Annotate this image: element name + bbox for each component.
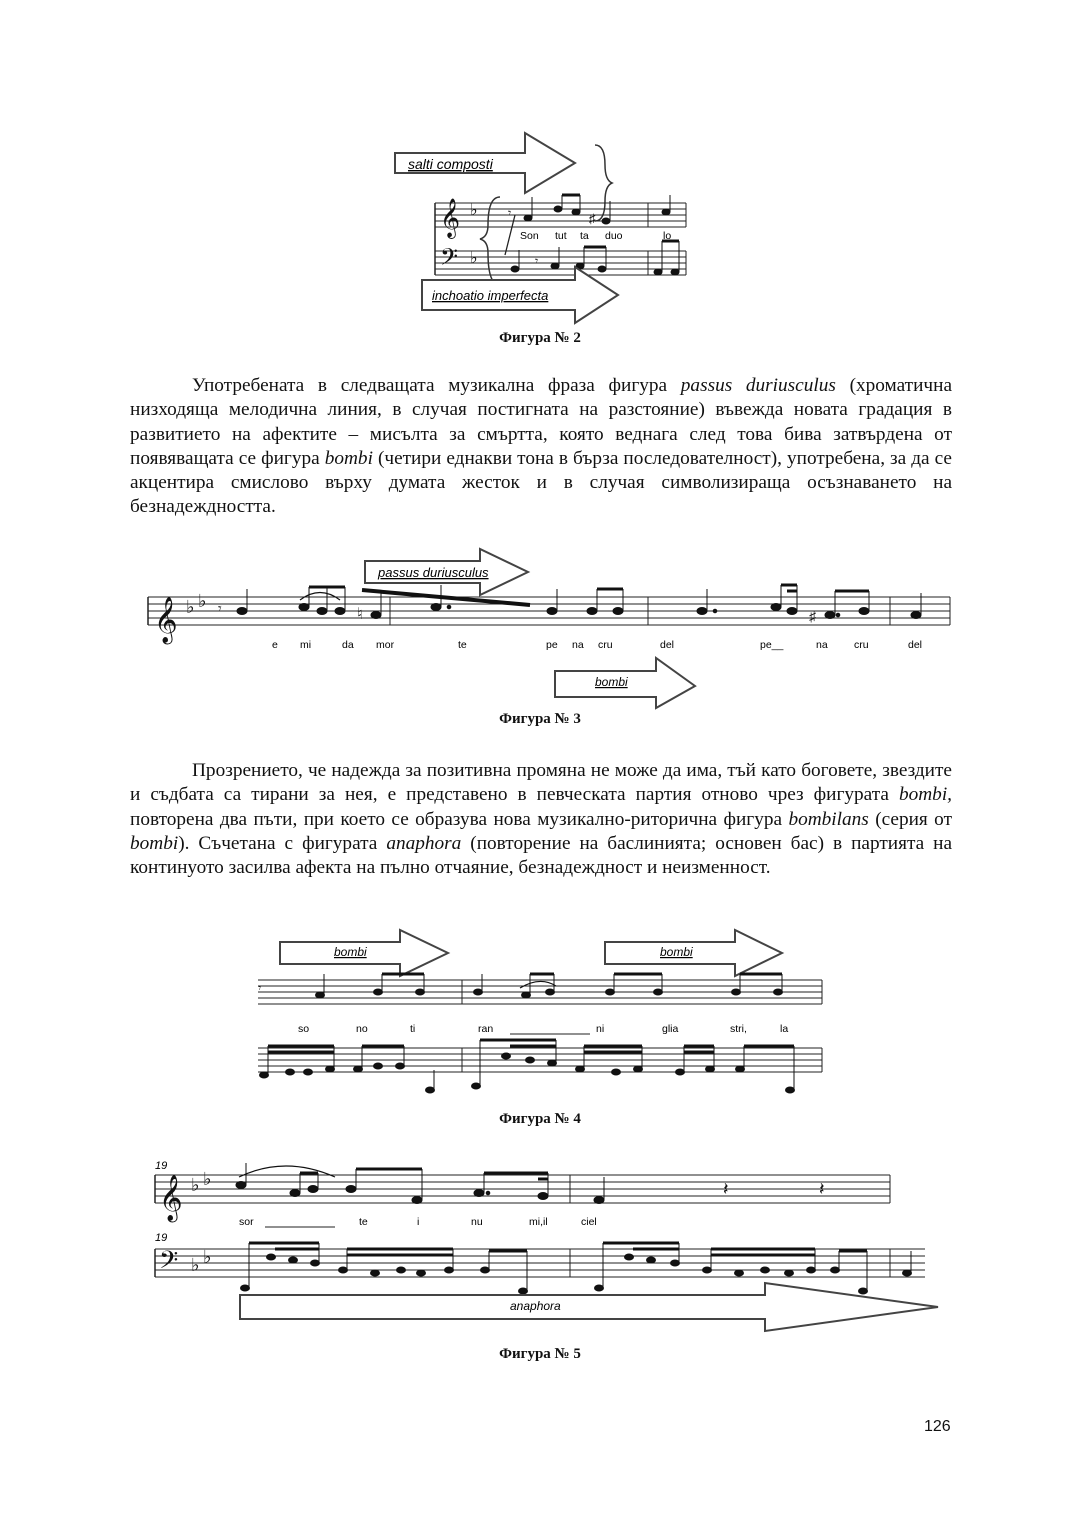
fig3-lyric: cru [598,639,613,651]
fig3-lyric: del [660,639,675,651]
svg-text:♯: ♯ [809,608,816,624]
svg-text:𝄽: 𝄽 [723,1179,729,1199]
svg-text:𝄽: 𝄽 [819,1179,825,1199]
svg-text:♭: ♭ [191,1255,200,1275]
fig4-lyric: so [298,1023,310,1035]
fig2-lyric: duo [605,230,623,242]
svg-text:♭: ♭ [470,250,478,267]
figure-2-score [380,125,710,330]
figure-4-score [250,928,830,1098]
fig3-lyric: cru [854,639,869,651]
svg-text:𝄞: 𝄞 [159,1176,183,1220]
fig5-lyric: sor [239,1216,254,1228]
fig2-lyric: tut [555,230,567,242]
fig4-lyric: glia [662,1023,679,1035]
fig5-measure-number: 19 [155,1160,168,1172]
figure-3-caption: Фигура № 3 [499,711,581,727]
fig4-lyric: stri, [730,1023,747,1035]
fig4-lyric: ti [410,1023,416,1035]
fig3-lyric: mor [376,639,395,651]
fig5-lyric: te [359,1216,368,1228]
fig2-lyric: lo [663,230,672,242]
arrow-anaphora-label: anaphora [510,1299,561,1313]
arrow-inchoatio-imperfecta-label: inchoatio imperfecta [432,288,549,303]
figure-2-caption: Фигура № 2 [499,330,581,346]
figure-5-caption: Фигура № 5 [499,1346,581,1362]
svg-text:𝄢: 𝄢 [159,1247,179,1280]
svg-text:𝄞: 𝄞 [440,199,461,237]
fig3-lyric: mi [300,639,312,651]
svg-text:𝄾: 𝄾 [258,981,262,995]
fig3-lyric: na [572,639,584,651]
fig4-lyric: no [356,1023,368,1035]
fig2-lyric: ta [580,230,589,242]
svg-text:♮: ♮ [357,606,363,623]
svg-text:♭: ♭ [186,597,195,617]
svg-text:♭: ♭ [198,591,207,611]
figure-4-caption: Фигура № 4 [499,1111,581,1127]
fig5-lyric: ciel [581,1216,597,1228]
fig5-measure-number-bass: 19 [155,1232,168,1244]
svg-text:𝄾: 𝄾 [218,600,222,616]
fig3-lyric: del [908,639,923,651]
fig3-lyric: na [816,639,828,651]
svg-text:♭: ♭ [203,1247,212,1267]
fig3-lyric: te [458,639,467,651]
svg-text:𝄾: 𝄾 [535,254,539,268]
fig3-lyric: pe [546,639,558,651]
svg-text:♭: ♭ [203,1169,212,1189]
paragraph-1: Употребената в следващата музикална фраза фигура passus duriusculus (хроматична низходяща мелодична линия, в случая постигната на разстояние) въвежда новата градация в развитието на афектите – мисълта за смъртта, която веднага след това бива затвърдена от появяващата се фигура bombi (четири еднакви тона в бърза последователност), употребена, за да се акцентира смислово върху думата жесток и в случая символизираща осъзнаването на безнадеждността. [130,375,952,518]
arrow-bombi-right [605,930,782,976]
svg-text:𝄾: 𝄾 [508,206,512,220]
fig3-lyric: pe__ [760,639,784,651]
fig4-lyric: la [780,1023,789,1035]
svg-text:♭: ♭ [470,202,478,219]
fig5-lyric: nu [471,1216,483,1228]
fig3-lyric: e [272,639,278,651]
fig5-lyric: mi,il [529,1216,548,1228]
fig4-lyric: ni [596,1023,605,1035]
paragraph-2: Прозрението, че надежда за позитивна промяна не може да има, тъй като боговете, звездите и съдбата са тирани за нея, е представено в певческата партия отново чрез фигурата bombi, повторена два пъти, при което се образува нова музикално-риторична фигура bombilans (серия от bombi). Съчетана с фигурата anaphora (повторение на баслинията; основен бас) в партията на континуото засилва афекта на пълно отчаяние, безнадеждност и неизменност. [130,760,952,879]
page-number: 126 [924,1418,951,1435]
figure-5-score [145,1155,945,1335]
fig3-lyric: da [342,639,354,651]
figure-3-score [140,545,960,710]
svg-text:♯: ♯ [589,211,596,226]
fig4-lyric: ran [478,1023,494,1035]
svg-text:♭: ♭ [191,1175,200,1195]
arrow-passus-duriusculus-label: passus duriusculus [378,565,489,580]
svg-text:𝄢: 𝄢 [440,244,459,275]
arrow-bombi-right-label: bombi [660,945,693,959]
fig5-lyric: i [417,1216,420,1228]
arrow-bombi-left-label: bombi [334,945,367,959]
arrow-anaphora [240,1283,938,1331]
svg-text:𝄞: 𝄞 [154,598,178,642]
arrow-salti-composti-label: salti composti [408,156,493,172]
fig2-lyric: Son [520,230,539,242]
arrow-bombi-fig3-label: bombi [595,675,628,689]
